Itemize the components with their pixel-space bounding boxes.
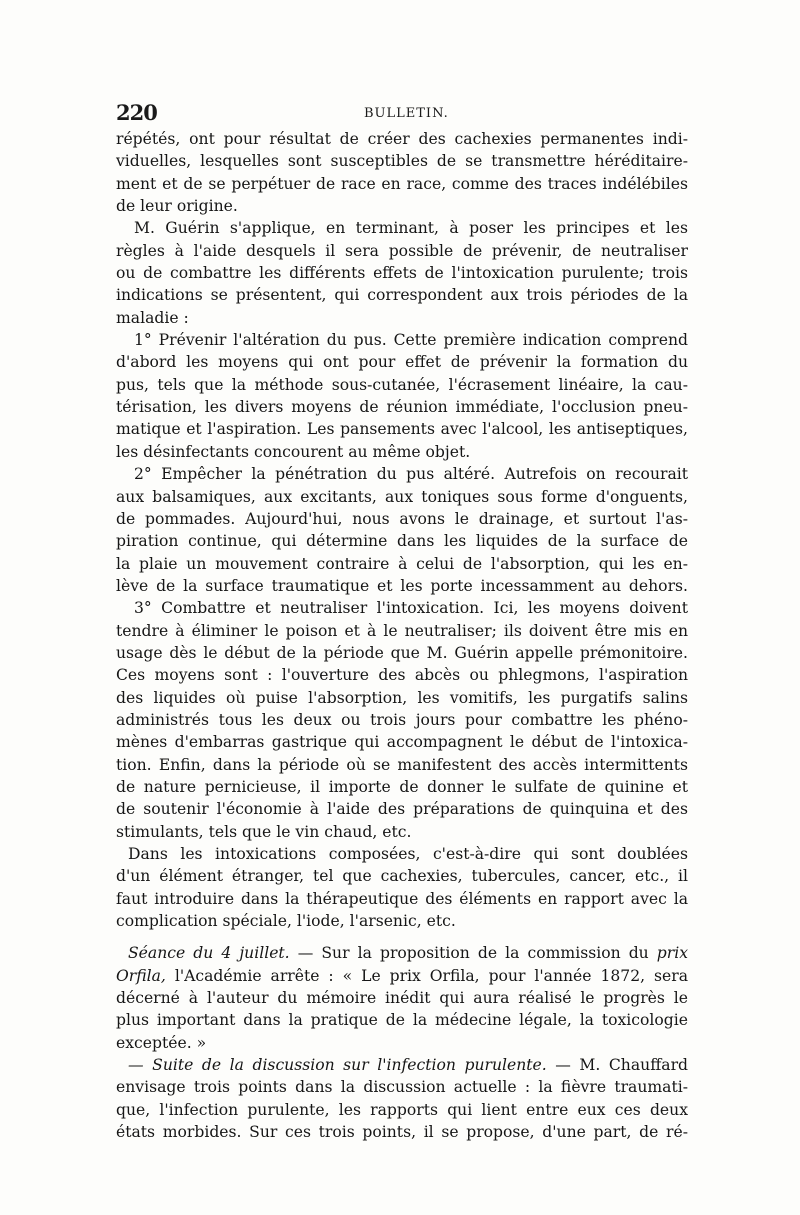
- running-head: BULLETIN.: [364, 106, 449, 121]
- text-line: indications se présentent, qui correspondent aux trois périodes de la: [116, 286, 688, 305]
- text-line: plus important dans la pratique de la médecine légale, la toxicologie: [116, 1011, 688, 1030]
- discussion-line: [116, 1054, 688, 1076]
- text-line: de nature pernicieuse, il importe de donner le sulfate de quinine et: [116, 777, 688, 796]
- text-line: des liquides où puise l'absorption, les vomitifs, les purgatifs salins: [116, 688, 688, 707]
- seance-text: l'Académie arrête : « Le prix Orfila, pour l'année 1872, sera: [165, 966, 688, 985]
- page-number: 220: [116, 100, 157, 125]
- page-header: [116, 100, 686, 124]
- prize-name: Orfila,: [116, 966, 166, 985]
- text-line: de pommades. Aujourd'hui, nous avons le drainage, et surtout l'as-: [116, 509, 688, 528]
- text-line: de soutenir l'économie à l'aide des préparations de quinquina et des: [116, 800, 688, 819]
- text-line: maladie :: [116, 308, 189, 327]
- discussion-text: — M. Chauffard: [546, 1056, 689, 1075]
- text-line: envisage trois points dans la discussion actuelle : la fièvre traumati-: [116, 1078, 688, 1097]
- text-line: d'un élément étranger, tel que cachexies, tubercules, cancer, etc., il: [116, 867, 688, 886]
- text-line: Dans les intoxications composées, c'est-à-dire qui sont doublées: [128, 845, 688, 863]
- seance-date: Séance du 4 juillet.: [128, 944, 290, 963]
- text-line: 2° Empêcher la pénétration du pus altéré. Autrefois on recourait: [134, 465, 688, 484]
- seance-line: [116, 965, 688, 987]
- text-line: ment et de se perpétuer de race en race, comme des traces indélébiles: [116, 174, 688, 193]
- text-line: complication spéciale, l'iode, l'arsenic, etc.: [116, 912, 456, 931]
- text-line: stimulants, tels que le vin chaud, etc.: [116, 822, 412, 841]
- text-line: mènes d'embarras gastrique qui accompagnent le début de l'intoxica-: [116, 733, 688, 752]
- text-line: tendre à éliminer le poison et à le neutraliser; ils doivent être mis en: [116, 621, 688, 640]
- text-line: que, l'infection purulente, les rapports qui lient entre eux ces deux: [116, 1100, 688, 1119]
- text-line: matique et l'aspiration. Les pansements avec l'alcool, les antiseptiques,: [116, 420, 688, 439]
- text-line: térisation, les divers moyens de réunion immédiate, l'occlusion pneu-: [116, 398, 688, 417]
- text-line: la plaie un mouvement contraire à celui de l'absorption, qui les en-: [116, 554, 688, 573]
- text-line: aux balsamiques, aux excitants, aux toniques sous forme d'onguents,: [116, 487, 688, 506]
- text-line: les désinfectants concourent au même objet.: [116, 442, 471, 461]
- body-text: [116, 128, 688, 1143]
- text-line: administrés tous les deux ou trois jours pour combattre les phéno-: [116, 710, 688, 729]
- text-line: 3° Combattre et neutraliser l'intoxication. Ici, les moyens doivent: [134, 599, 688, 618]
- text-line: tion. Enfin, dans la période où se manifestent des accès intermittents: [116, 755, 688, 774]
- text-line: exceptée. »: [116, 1033, 207, 1052]
- discussion-heading: — Suite de la discussion sur l'infection purulente.: [128, 1056, 547, 1075]
- text-line: états morbides. Sur ces trois points, il se propose, d'une part, de ré-: [116, 1123, 688, 1142]
- text-line: usage dès le début de la période que M. Guérin appelle prémonitoire.: [116, 643, 688, 662]
- text-line: décerné à l'auteur du mémoire inédit qui aura réalisé le progrès le: [116, 989, 688, 1008]
- text-line: 1° Prévenir l'altération du pus. Cette première indication comprend: [134, 331, 688, 350]
- text-line: piration continue, qui détermine dans les liquides de la surface de: [116, 532, 688, 551]
- text-line: faut introduire dans la thérapeutique des éléments en rapport avec la: [116, 889, 688, 908]
- text-line: règles à l'aide desquels il sera possible de prévenir, de neutraliser: [116, 241, 688, 260]
- text-line: d'abord les moyens qui ont pour effet de prévenir la formation du: [116, 353, 688, 372]
- text-line: M. Guérin s'applique, en terminant, à poser les principes et les: [134, 219, 688, 238]
- text-line: Ces moyens sont : l'ouverture des abcès ou phlegmons, l'aspiration: [116, 666, 688, 685]
- text-line: ou de combattre les différents effets de l'intoxication purulente; trois: [116, 264, 688, 283]
- text-line: répétés, ont pour résultat de créer des cachexies permanentes indi-: [116, 130, 688, 148]
- prize-name: prix: [656, 944, 688, 963]
- seance-line: [116, 942, 688, 964]
- text-line: viduelles, lesquelles sont susceptibles de se transmettre héréditaire-: [116, 152, 688, 171]
- text-line: de leur origine.: [116, 197, 238, 216]
- text-line: pus, tels que la méthode sous-cutanée, l'écrasement linéaire, la cau-: [116, 375, 688, 394]
- seance-text: — Sur la proposition de la commission du: [289, 944, 657, 963]
- text-line: lève de la surface traumatique et les porte incessamment au dehors.: [116, 576, 688, 595]
